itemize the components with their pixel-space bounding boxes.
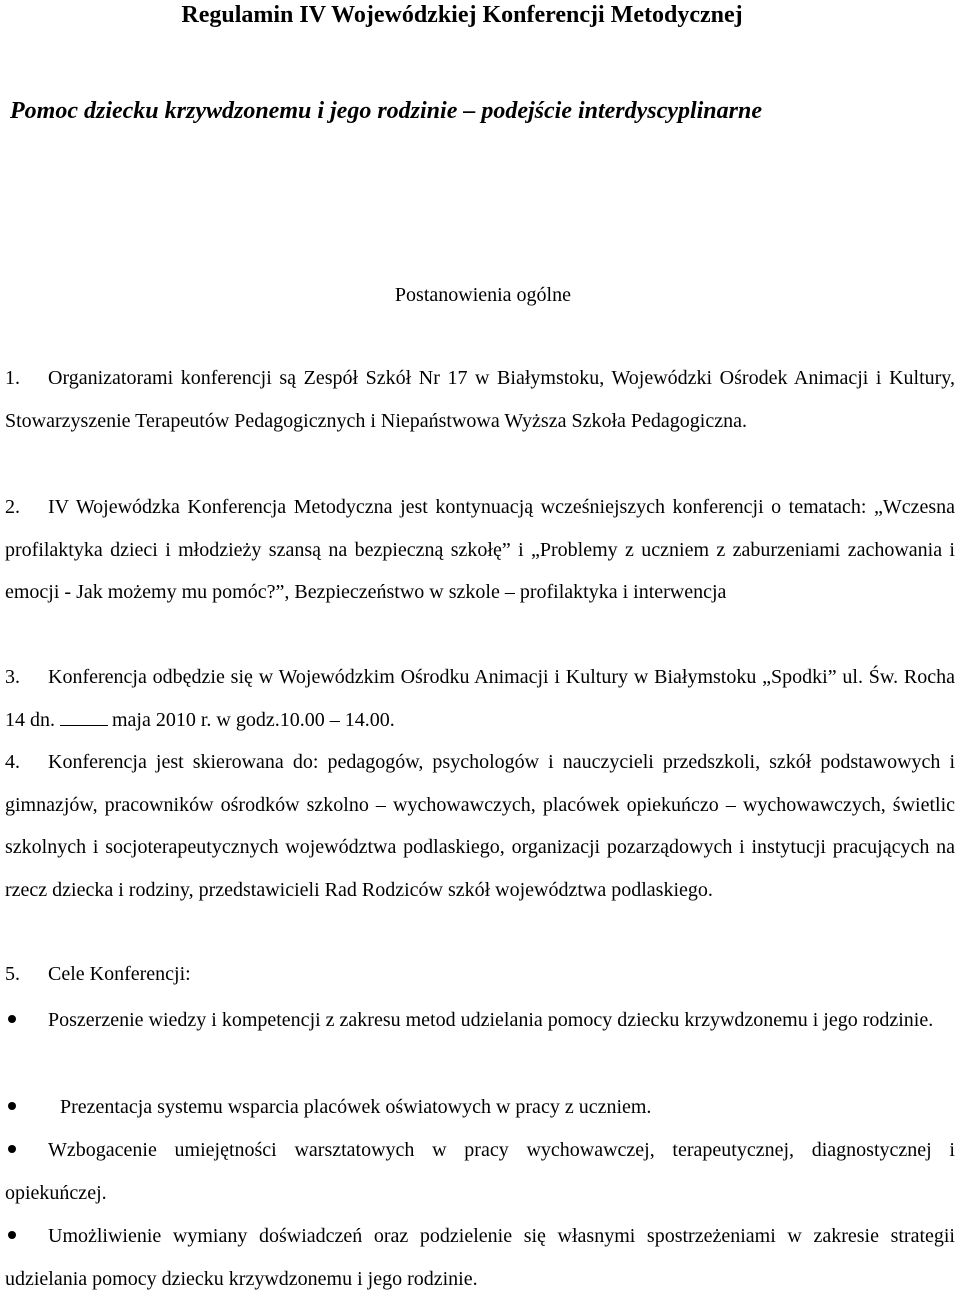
paragraph-number: 2. — [5, 496, 20, 518]
paragraph-5 — [5, 953, 955, 996]
paragraph-number: 5. — [5, 963, 20, 985]
goal-text: Umożliwienie wymiany doświadczeń oraz podzielenie się własnymi spostrzeżeniami w zakresie strategii udzielania pomocy dziecku krzywdzonemu i jego rodzinie. — [5, 1225, 955, 1290]
goal-text: Wzbogacenie umiejętności warsztatowych w pracy wychowawczej, terapeutycznej, diagnostycznej i opiekuńczej. — [5, 1139, 955, 1204]
paragraph-number: 1. — [5, 367, 20, 389]
document-title: Regulamin IV Wojewódzkiej Konferencji Metodycznej — [181, 2, 743, 28]
bullet-icon — [8, 1102, 16, 1110]
document-subtitle: Pomoc dziecku krzywdzonemu i jego rodzinie – podejście interdyscyplinarne — [10, 98, 762, 124]
paragraph-text: Cele Konferencji: — [48, 963, 191, 985]
paragraph-text-after-blank: maja 2010 r. w godz.10.00 – 14.00. — [112, 708, 395, 731]
paragraph-text-before-blank: Konferencja odbędzie się w Wojewódzkim Ośrodku Animacji i Kultury w Białymstoku „Spodki” ul. Św. Rocha 14 dn. — [5, 666, 955, 731]
paragraph-4 — [5, 741, 955, 911]
paragraph-2 — [5, 486, 955, 614]
bullet-icon — [8, 1015, 16, 1023]
section-heading: Postanowienia ogólne — [394, 284, 571, 306]
goal-item — [5, 1086, 955, 1129]
goal-item — [5, 999, 955, 1042]
paragraph-number: 4. — [5, 751, 20, 773]
bullet-icon — [8, 1145, 16, 1153]
paragraph-1 — [5, 357, 955, 442]
paragraph-3 — [5, 656, 955, 741]
bullet-icon — [8, 1231, 16, 1239]
paragraph-text: IV Wojewódzka Konferencja Metodyczna jest kontynuacją wcześniejszych konferencji o tematach: „Wczesna profilaktyka dzieci i młodzieży szansą na bezpieczną szkołę” i „Problemy z uczniem z zaburzeniami zachowania i emocji - Jak możemy mu pomóc?”, Bezpieczeństwo w szkole – profilaktyka i interwencja — [5, 496, 955, 603]
paragraph-text: Organizatorami konferencji są Zespół Szkół Nr 17 w Białymstoku, Wojewódzki Ośrodek Animacji i Kultury, Stowarzyszenie Terapeutów Pedagogicznych i Niepaństwowa Wyższa Szkoła Pedagogiczna. — [5, 367, 955, 432]
date-blank-line — [60, 709, 108, 726]
goal-text: Poszerzenie wiedzy i kompetencji z zakresu metod udzielania pomocy dziecku krzywdzonemu i jego rodzinie. — [48, 1009, 934, 1031]
goal-text: Prezentacja systemu wsparcia placówek oświatowych w pracy z uczniem. — [60, 1096, 652, 1118]
goal-item — [5, 1129, 955, 1214]
paragraph-number: 3. — [5, 666, 20, 688]
paragraph-text: Konferencja jest skierowana do: pedagogów, psychologów i nauczycieli przedszkoli, szkół podstawowych i gimnazjów, pracowników ośrodków szkolno – wychowawczych, placówek opiekuńczo – wychowawczych, świetlic szkolnych i socjoterapeutycznych województwa podlaskiego, organizacji pozarządowych i instytucji pracujących na rzecz dziecka i rodziny, przedstawicieli Rad Rodziców szkół województwa podlaskiego. — [5, 751, 955, 901]
goal-item — [5, 1215, 955, 1300]
